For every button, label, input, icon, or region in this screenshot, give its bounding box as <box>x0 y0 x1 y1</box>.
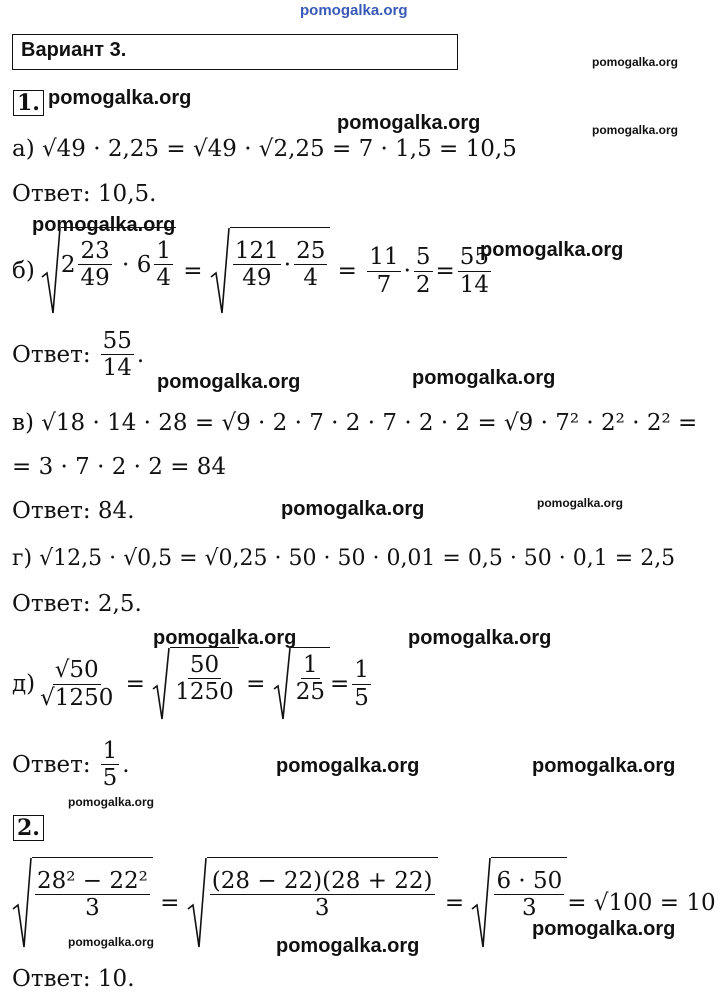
task-2-tail: = √100 = 10 <box>567 890 716 916</box>
watermark: pomogalka.org <box>48 87 192 109</box>
frac-den: 4 <box>156 265 171 292</box>
task-1b-solution: б) 2 $\frac{23}{49}$ · 6 $\frac{1}{4}$ = $\frac{121}{49}$ · $\frac{25}{4}$ = $\frac{11}{7}$ · $\frac{5}{2}$ = $\frac{55}{14}$ <box>12 226 494 316</box>
radical-sign <box>152 647 170 721</box>
frac-den: 3 <box>522 895 537 922</box>
task-1v-solution-line-1: в) √18 · 14 · 28 = √9 · 2 · 7 · 2 · 7 · 2 · 2 = √9 · 7² · 2² · 2² = <box>12 410 698 436</box>
radical-sign <box>273 647 291 721</box>
frac-num: 28² − 22² <box>37 868 148 894</box>
task-1d-solution: д) $\frac{√50}{√1250}$ = $\frac{50}{1250}$ = $\frac{1}{25}$ = $\frac{1}{5}$ <box>12 646 374 722</box>
task-1g-solution: г) √12,5 · √0,5 = √0,25 · 50 · 50 · 0,01 = 0,5 · 50 · 0,1 = 2,5 <box>12 546 676 571</box>
frac-num: 23 <box>80 238 110 264</box>
mixed-whole: 2 <box>60 251 76 278</box>
frac-num: 55 <box>459 244 490 271</box>
watermark: pomogalka.org <box>276 755 420 777</box>
task-2-solution: $\frac{\text{28² − 22²}}{3}$ = $\frac{(28 - 22)(28 + 22)}{3}$ = $\frac{6 \cdot 50}{3}$ = √100 = 10 <box>12 856 716 950</box>
watermark: pomogalka.org <box>532 755 676 777</box>
answer-label: Ответ: <box>12 751 91 778</box>
task-1b-answer: Ответ: $\frac{55}{14}$ . <box>12 328 145 382</box>
watermark: pomogalka.org <box>532 918 676 940</box>
watermark: pomogalka.org <box>408 627 552 649</box>
watermark: pomogalka.org <box>537 496 624 510</box>
watermark: pomogalka.org <box>276 935 420 957</box>
radical-sign <box>41 227 61 315</box>
radical-sign <box>12 857 32 949</box>
watermark-top: pomogalka.org <box>300 2 408 19</box>
task-2-answer: Ответ: 10. <box>12 966 135 992</box>
frac-num: 5 <box>415 244 431 271</box>
mixed-whole: 6 <box>136 251 152 278</box>
watermark: pomogalka.org <box>592 55 679 69</box>
frac-num: 11 <box>369 244 399 271</box>
frac-den: 14 <box>102 355 132 382</box>
watermark: pomogalka.org <box>412 367 556 389</box>
variant-title: Вариант 3. <box>21 39 127 61</box>
task-1d-prefix: д) <box>12 671 36 697</box>
frac-den: 1250 <box>175 679 234 706</box>
frac-num: 55 <box>102 328 132 354</box>
radical-sign <box>471 857 491 949</box>
frac-den: 7 <box>376 271 392 298</box>
task-1d-answer: Ответ: $\frac{1}{5}$ . <box>12 738 130 792</box>
radical-sign <box>187 857 207 949</box>
answer-label: Ответ: <box>12 341 91 368</box>
frac-den: 14 <box>459 271 490 298</box>
watermark: pomogalka.org <box>153 627 297 649</box>
frac-num: 1 <box>156 238 171 264</box>
frac-num: 121 <box>234 238 279 264</box>
watermark: pomogalka.org <box>68 935 155 949</box>
frac-num: 25 <box>296 238 326 264</box>
watermark: pomogalka.org <box>68 795 155 809</box>
task-2-number: 2. <box>13 815 44 841</box>
frac-den: 25 <box>295 679 325 706</box>
task-1b-prefix: б) <box>12 258 35 284</box>
radical-sign <box>210 227 230 315</box>
frac-num: 1 <box>303 652 318 678</box>
frac-den: 3 <box>85 895 100 922</box>
frac-den: 5 <box>102 765 118 792</box>
frac-den: 4 <box>303 265 319 292</box>
task-1g-answer: Ответ: 2,5. <box>12 591 142 617</box>
frac-num: 1 <box>354 657 369 684</box>
frac-den: 49 <box>242 265 272 292</box>
watermark: pomogalka.org <box>480 239 624 261</box>
frac-num: 1 <box>102 738 118 764</box>
watermark: pomogalka.org <box>592 123 679 137</box>
variant-header-box <box>12 34 458 70</box>
task-1v-solution-line-2: = 3 · 7 · 2 · 2 = 84 <box>12 454 227 480</box>
task-1-number: 1. <box>13 90 44 116</box>
frac-num: 6 · 50 <box>496 868 563 894</box>
frac-den: √1250 <box>40 684 114 711</box>
task-1a-answer: Ответ: 10,5. <box>12 181 157 207</box>
frac-num: 50 <box>189 652 220 678</box>
frac-num: (28 − 22)(28 + 22) <box>211 868 433 894</box>
watermark: pomogalka.org <box>281 498 425 520</box>
frac-den: 2 <box>415 271 431 298</box>
watermark: pomogalka.org <box>157 371 301 393</box>
watermark: pomogalka.org <box>337 112 481 134</box>
watermark: pomogalka.org <box>32 214 176 236</box>
frac-den: 3 <box>314 895 330 922</box>
frac-den: 49 <box>80 265 110 292</box>
frac-num: √50 <box>54 657 99 684</box>
task-1a-solution: а) √49 · 2,25 = √49 · √2,25 = 7 · 1,5 = 10,5 <box>12 136 517 162</box>
frac-den: 5 <box>354 684 369 711</box>
task-1v-answer: Ответ: 84. <box>12 498 135 524</box>
